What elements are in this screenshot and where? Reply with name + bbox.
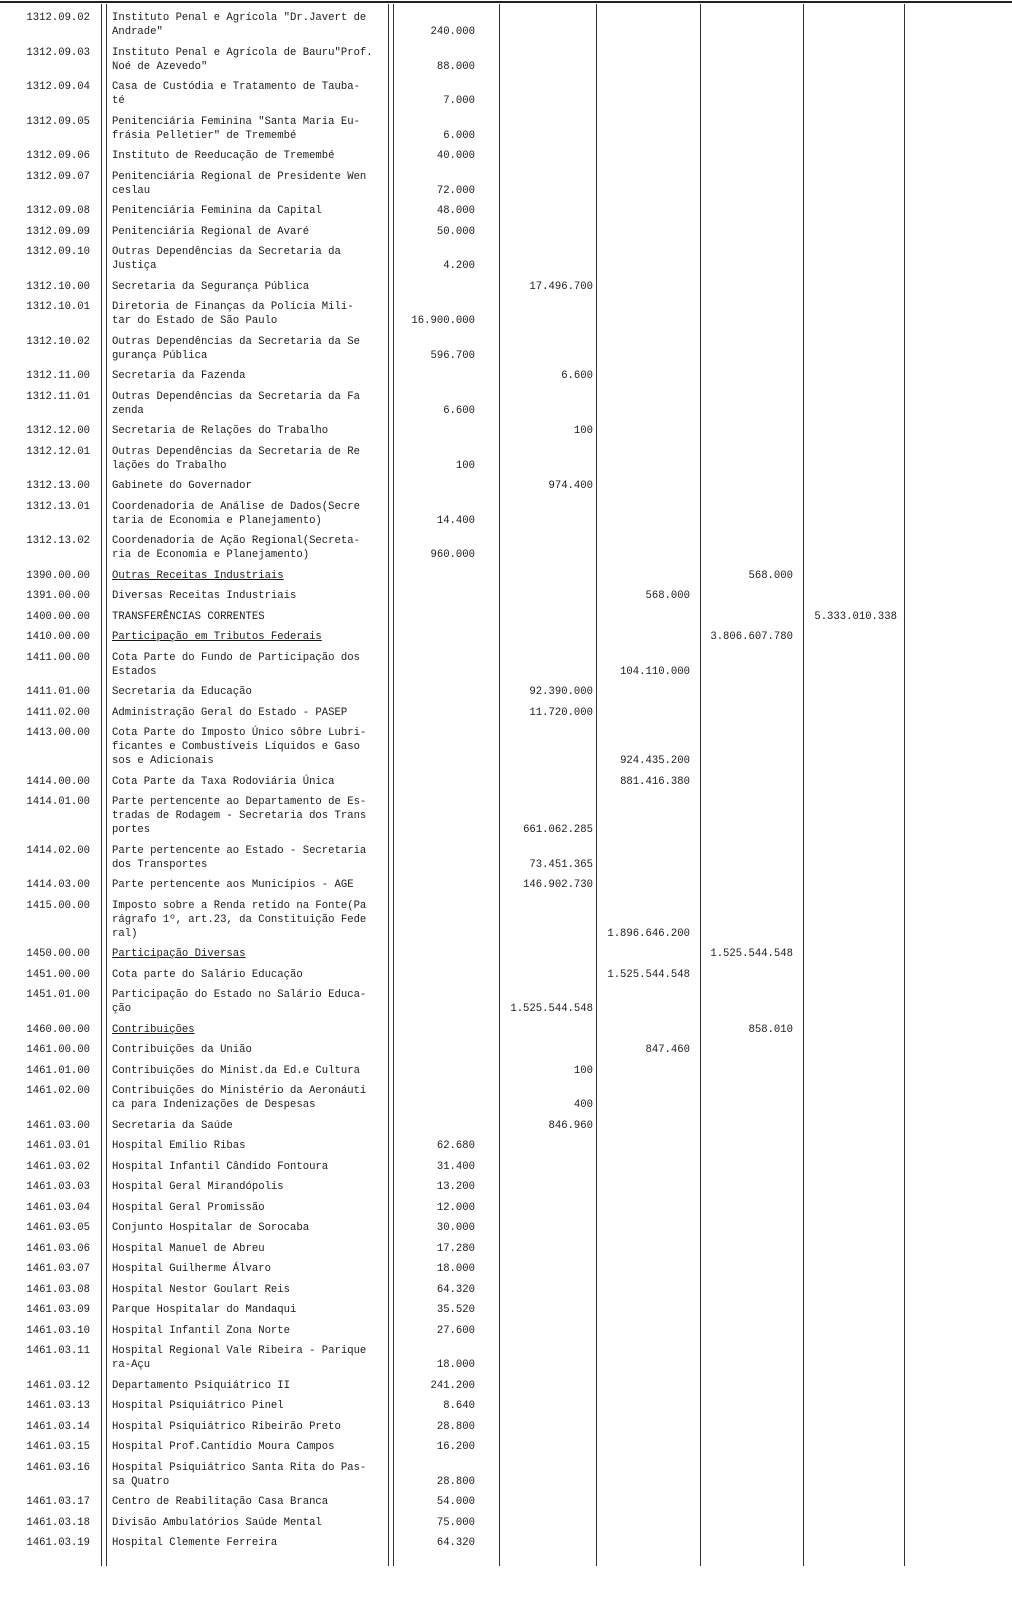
amount-col-1: 7.000 [443,95,475,107]
amount-col-1: 17.280 [436,1242,475,1255]
amount-col-1: 40.000 [436,150,475,162]
account-code: 1461.03.06 [26,1242,90,1255]
table-row [0,531,1012,566]
table-row [0,1061,1012,1082]
account-description: Hospital Regional Vale Ribeira - Parique ra-Açu [112,1345,367,1371]
table-row [0,1341,1012,1376]
table-row [0,1300,1012,1321]
table-row [0,8,1012,43]
account-description: Contribuições [112,1023,195,1036]
amount-col-1: 62.680 [436,1140,475,1152]
account-code: 1414.02.00 [26,844,90,857]
account-code: 1414.00.00 [26,775,90,788]
account-description: Casa de Custódia e Tratamento de Tauba- té [112,81,360,107]
account-code: 1312.13.01 [26,500,90,513]
table-row [0,332,1012,367]
account-code: 1414.03.00 [26,879,90,891]
account-description: Outras Dependências da Secretaria da Justiça [112,246,341,272]
table-row [0,222,1012,243]
account-code: 1411.02.00 [26,706,90,719]
account-description: Parte pertencente aos Municípios - AGE [112,879,354,891]
account-description: Outras Dependências da Secretaria da Se gurança Pública [112,335,360,362]
table-row [0,965,1012,986]
table-row [0,1492,1012,1513]
amount-col-2: 11.720.000 [529,706,593,719]
account-description: Hospital Psiquiátrico Ribeirão Preto [112,1420,341,1433]
account-description: Hospital Psiquiátrico Pinel [112,1400,284,1412]
amount-col-1: 596.700 [430,349,475,362]
amount-col-3: 568.000 [645,590,690,602]
account-code: 1312.09.07 [26,170,90,183]
account-description: Coordenadoria de Ação Regional(Secreta- ria de Economia e Planejamento) [112,535,360,561]
amount-col-2: 146.902.730 [523,879,593,891]
table-row [0,944,1012,965]
account-code: 1312.09.04 [26,81,90,93]
account-description: Parte pertencente ao Departamento de Es- tradas de Rodagem - Secretaria dos Trans portes [112,796,367,836]
account-description: TRANSFERÊNCIAS CORRENTES [112,610,265,623]
account-description: Secretaria da Educação [112,686,252,698]
table-row [0,1437,1012,1458]
amount-col-4: 1.525.544.548 [710,948,793,960]
account-description: Instituto Penal e Agrícola "Dr.Javert de Andrade" [112,12,367,38]
account-description: Centro de Reabilitação Casa Branca [112,1496,329,1508]
table-row [0,112,1012,147]
account-code: 1461.03.08 [26,1283,90,1296]
table-row [0,146,1012,167]
table-row [0,841,1012,876]
amount-col-2: 846.960 [548,1119,593,1132]
amount-col-1: 8.640 [443,1400,475,1412]
amount-col-1: 6.000 [443,129,475,142]
account-code: 1411.00.00 [26,651,90,664]
amount-col-1: 18.000 [436,1263,475,1275]
amount-col-1: 12.000 [436,1201,475,1214]
amount-col-3: 924.435.200 [620,755,690,767]
account-code: 1312.13.00 [26,480,90,492]
account-description: Penitenciária Feminina da Capital [112,205,322,217]
amount-col-1: 64.320 [436,1283,475,1296]
account-description: Hospital Guilherme Álvaro [112,1263,271,1275]
account-code: 1460.00.00 [26,1023,90,1036]
account-code: 1461.03.01 [26,1140,90,1152]
amount-col-3: 847.460 [645,1044,690,1056]
table-row [0,366,1012,387]
account-description: Cota parte do Salário Educação [112,968,303,981]
table-row [0,1177,1012,1198]
account-code: 1461.03.19 [26,1537,90,1549]
account-code: 1461.03.04 [26,1201,90,1214]
amount-col-3: 1.896.646.200 [607,927,690,940]
table-row [0,1513,1012,1534]
account-code: 1461.00.00 [26,1044,90,1056]
amount-col-2: 1.525.544.548 [510,1003,593,1015]
account-description: Hospital Emílio Ribas [112,1140,246,1152]
table-row [0,723,1012,772]
account-code: 1312.09.09 [26,225,90,238]
account-code: 1451.01.00 [26,989,90,1001]
amount-col-1: 27.600 [436,1324,475,1337]
account-code: 1312.13.02 [26,535,90,547]
account-description: Cota Parte da Taxa Rodoviária Única [112,775,335,788]
account-code: 1312.09.06 [26,150,90,162]
amount-col-1: 75.000 [436,1516,475,1529]
account-description: Outras Receitas Industriais [112,569,284,582]
table-row [0,277,1012,298]
account-description: Cota Parte do Fundo de Participação dos Estados [112,651,360,678]
account-description: Imposto sobre a Renda retido na Fonte(Pa rágrafo 1º, art.23, da Constituição Fede ral) [112,899,367,940]
table-row [0,985,1012,1020]
table-row [0,1081,1012,1116]
account-description: Contribuições do Minist.da Ed.e Cultura [112,1064,360,1077]
table-row [0,43,1012,78]
account-code: 1312.10.01 [26,301,90,313]
account-code: 1312.09.08 [26,205,90,217]
amount-col-1: 28.800 [436,1475,475,1488]
amount-col-2: 100 [573,1064,593,1077]
account-code: 1400.00.00 [26,610,90,623]
table-row [0,1396,1012,1417]
amount-col-1: 31.400 [436,1160,475,1173]
account-description: Instituto Penal e Agrícola de Bauru"Prof. Noé de Azevedo" [112,46,373,73]
account-description: Hospital Clemente Ferreira [112,1537,278,1549]
table-row [0,896,1012,945]
account-description: Penitenciária Feminina "Santa Maria Eu- frásia Pelletier" de Tremembé [112,115,360,142]
amount-col-1: 16.200 [436,1441,475,1453]
amount-col-1: 72.000 [436,184,475,197]
amount-col-1: 13.200 [436,1181,475,1193]
account-description: Contribuições do Ministério da Aeronáuti ca para Indenizações de Despesas [112,1085,367,1111]
table-row [0,586,1012,607]
ledger-table [0,8,1012,1554]
account-description: Divisão Ambulatórios Saúde Mental [112,1516,322,1529]
table-row [0,1259,1012,1280]
amount-col-2: 17.496.700 [529,280,593,293]
table-row [0,77,1012,112]
account-code: 1312.09.03 [26,46,90,59]
amount-col-1: 240.000 [430,26,475,38]
table-row [0,201,1012,222]
amount-col-1: 50.000 [436,225,475,238]
account-code: 1312.09.02 [26,12,90,24]
account-code: 1312.09.10 [26,246,90,258]
account-description: Secretaria de Relações do Trabalho [112,425,329,437]
account-code: 1312.10.02 [26,335,90,348]
amount-col-2: 661.062.285 [523,824,593,836]
account-code: 1461.03.00 [26,1119,90,1132]
table-row [0,627,1012,648]
account-code: 1461.02.00 [26,1085,90,1097]
table-row [0,648,1012,683]
account-description: Gabinete do Governador [112,480,252,492]
amount-col-4: 568.000 [748,569,793,582]
account-description: Hospital Manuel de Abreu [112,1242,265,1255]
amount-col-1: 54.000 [436,1496,475,1508]
account-description: Secretaria da Fazenda [112,370,246,382]
table-row [0,476,1012,497]
account-code: 1461.03.02 [26,1160,90,1173]
account-description: Participação em Tributos Federais [112,631,322,643]
account-code: 1410.00.00 [26,631,90,643]
amount-col-1: 241.200 [430,1379,475,1392]
account-code: 1415.00.00 [26,899,90,912]
account-description: Hospital Infantil Cândido Fontoura [112,1160,329,1173]
amount-col-3: 104.110.000 [620,665,690,678]
amount-col-1: 64.320 [436,1537,475,1549]
account-description: Secretaria da Segurança Pública [112,280,310,293]
table-row [0,387,1012,422]
table-row [0,1376,1012,1397]
account-description: Diretoria de Finanças da Polícia Mili- tar do Estado de São Paulo [112,301,354,327]
table-row [0,167,1012,202]
account-description: Hospital Psiquiátrico Santa Rita do Pas- sa Quatro [112,1461,367,1488]
table-row [0,875,1012,896]
account-description: Hospital Prof.Cantídio Moura Campos [112,1441,335,1453]
account-description: Departamento Psiquiátrico II [112,1379,291,1392]
account-code: 1461.03.17 [26,1496,90,1508]
amount-col-5: 5.333.010.338 [814,610,897,623]
account-code: 1312.09.05 [26,115,90,128]
account-code: 1312.10.00 [26,280,90,293]
table-row [0,1218,1012,1239]
account-code: 1461.03.15 [26,1441,90,1453]
account-description: Instituto de Reeducação de Tremembé [112,150,335,162]
top-rule [0,1,1012,3]
amount-col-1: 18.000 [436,1359,475,1371]
account-code: 1461.03.18 [26,1516,90,1529]
amount-col-4: 858.010 [748,1023,793,1036]
table-row [0,1116,1012,1137]
account-description: Conjunto Hospitalar de Sorocaba [112,1222,310,1234]
account-code: 1312.12.00 [26,425,90,437]
table-row [0,442,1012,477]
account-description: Coordenadoria de Análise de Dados(Secre taria de Economia e Planejamento) [112,500,360,527]
account-code: 1461.03.03 [26,1181,90,1193]
account-description: Diversas Receitas Industriais [112,590,297,602]
table-row [0,682,1012,703]
table-row [0,703,1012,724]
account-code: 1451.00.00 [26,968,90,981]
amount-col-2: 73.451.365 [529,858,593,871]
table-row [0,1020,1012,1041]
account-code: 1413.00.00 [26,727,90,739]
table-row [0,1533,1012,1554]
table-row [0,772,1012,793]
account-code: 1461.03.10 [26,1324,90,1337]
account-description: Cota Parte do Imposto Único sôbre Lubri- ficantes e Combustíveis Líquidos e Gaso sos e Adicionais [112,727,367,767]
account-description: Outras Dependências da Secretaria de Re lações do Trabalho [112,445,360,472]
amount-col-1: 100 [455,459,475,472]
amount-col-1: 88.000 [436,60,475,73]
account-code: 1461.03.11 [26,1345,90,1357]
table-row [0,607,1012,628]
table-row [0,1239,1012,1260]
account-code: 1461.03.13 [26,1400,90,1412]
account-code: 1390.00.00 [26,569,90,582]
table-row [0,497,1012,532]
account-description: Contribuições da União [112,1044,252,1056]
table-row [0,1321,1012,1342]
account-description: Participação do Estado no Salário Educa- ção [112,989,367,1015]
account-code: 1461.03.14 [26,1420,90,1433]
table-row [0,1198,1012,1219]
amount-col-1: 30.000 [436,1222,475,1234]
amount-col-3: 1.525.544.548 [607,968,690,981]
account-description: Hospital Nestor Goulart Reis [112,1283,291,1296]
account-code: 1461.01.00 [26,1064,90,1077]
account-description: Penitenciária Regional de Avaré [112,225,310,238]
account-code: 1461.03.12 [26,1379,90,1392]
amount-col-1: 48.000 [436,205,475,217]
table-row [0,1040,1012,1061]
table-row [0,1157,1012,1178]
table-row [0,297,1012,332]
amount-col-1: 16.900.000 [411,315,475,327]
account-code: 1414.01.00 [26,796,90,808]
account-description: Hospital Infantil Zona Norte [112,1324,291,1337]
amount-col-4: 3.806.607.780 [710,631,793,643]
amount-col-2: 400 [573,1099,593,1111]
amount-col-2: 6.600 [561,370,593,382]
account-code: 1312.12.01 [26,445,90,458]
table-row [0,1136,1012,1157]
account-description: Administração Geral do Estado - PASEP [112,706,348,719]
table-row [0,566,1012,587]
table-row [0,1280,1012,1301]
amount-col-2: 100 [573,425,593,437]
amount-col-1: 6.600 [443,404,475,417]
amount-col-1: 14.400 [436,514,475,527]
account-description: Outras Dependências da Secretaria da Fa zenda [112,390,360,417]
account-code: 1312.11.01 [26,390,90,403]
amount-col-2: 92.390.000 [529,686,593,698]
account-code: 1461.03.05 [26,1222,90,1234]
account-description: Parte pertencente ao Estado - Secretaria dos Transportes [112,844,367,871]
account-description: Parque Hospitalar do Mandaqui [112,1304,297,1316]
amount-col-1: 28.800 [436,1420,475,1433]
account-code: 1461.03.07 [26,1263,90,1275]
account-code: 1391.00.00 [26,590,90,602]
table-row [0,1458,1012,1493]
account-description: Secretaria da Saúde [112,1119,233,1132]
amount-col-1: 35.520 [436,1304,475,1316]
table-row [0,792,1012,841]
amount-col-3: 881.416.380 [620,775,690,788]
account-code: 1461.03.09 [26,1304,90,1316]
account-code: 1450.00.00 [26,948,90,960]
table-row [0,421,1012,442]
amount-col-1: 4.200 [443,260,475,272]
table-row [0,1417,1012,1438]
account-description: Participação Diversas [112,948,246,960]
account-description: Penitenciária Regional de Presidente Wen ceslau [112,170,367,197]
table-row [0,242,1012,277]
amount-col-1: 960.000 [430,549,475,561]
amount-col-2: 974.400 [548,480,593,492]
account-description: Hospital Geral Mirandópolis [112,1181,284,1193]
account-code: 1411.01.00 [26,686,90,698]
account-code: 1461.03.16 [26,1461,90,1474]
account-description: Hospital Geral Promissão [112,1201,265,1214]
account-code: 1312.11.00 [26,370,90,382]
